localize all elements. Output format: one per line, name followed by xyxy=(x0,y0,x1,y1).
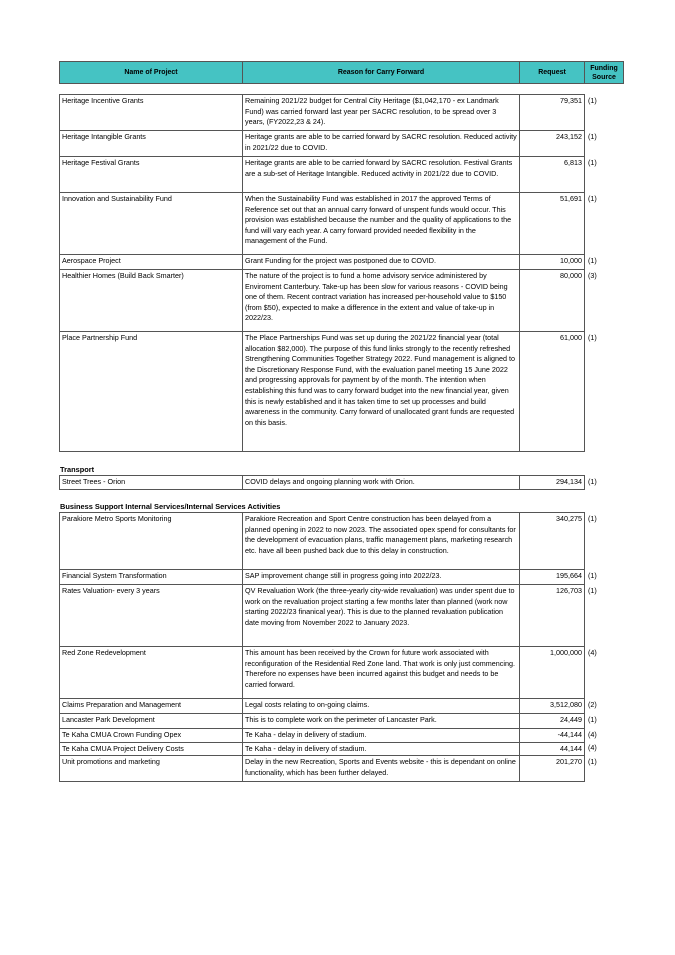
funding-source-cell: (1) xyxy=(588,255,597,265)
funding-source-cell: (1) xyxy=(588,157,597,167)
section-title-transport: Transport xyxy=(60,465,95,474)
table-row xyxy=(60,476,615,490)
table-row xyxy=(60,714,615,729)
reason-cell: Te Kaha - delay in delivery of stadium. xyxy=(243,742,520,756)
table-row xyxy=(60,647,615,699)
project-name-cell: Red Zone Redevelopment xyxy=(60,647,243,699)
request-cell: 126,703 xyxy=(520,585,585,647)
reason-cell: Grant Funding for the project was postponed due to COVID. xyxy=(243,255,520,270)
header-name-of-project: Name of Project xyxy=(60,62,243,84)
funding-source-cell: (1) xyxy=(588,714,597,724)
request-cell: 340,275 xyxy=(520,513,585,570)
reason-cell: This amount has been received by the Crown for future work associated with reconfiguration of the Residential Red Zone land. That work is only just commencing. Therefore no expenses have been incurred against this budget and needs to be carried forward. xyxy=(243,647,520,699)
project-name-cell: Claims Preparation and Management xyxy=(60,699,243,714)
request-cell: 294,134 xyxy=(520,476,585,490)
table-row xyxy=(60,585,615,647)
request-cell: 10,000 xyxy=(520,255,585,270)
request-cell: 243,152 xyxy=(520,131,585,157)
reason-cell: The Place Partnerships Fund was set up during the 2021/22 financial year (total allocation $82,000). The purpose of this fund links strongly to the recently refreshed Strengthening Communities Together Strategy 2022. Fund management is aligned to the Discretionary Response Fund, with the evaluation panel meeting 15 June 2022 and progressing approvals for payment by of the month. The intention when establishing this fund was to carry forward budget into the new financial year, given this is newly established and it has taken time to set up processes and build awareness in the community. Carry forward of unallocated grant funds are requested on this basis. xyxy=(243,332,520,452)
project-name-cell: Aerospace Project xyxy=(60,255,243,270)
grants-table xyxy=(59,94,615,452)
reason-cell: Remaining 2021/22 budget for Central City Heritage ($1,042,170 - ex Landmark Fund) was carried forward last year per SACRC resolution, to be spread over 3 years, (FY2022,23 & 24). xyxy=(243,95,520,131)
project-name-cell: Financial System Transformation xyxy=(60,570,243,585)
reason-cell: This is to complete work on the perimeter of Lancaster Park. xyxy=(243,714,520,729)
request-cell: -44,144 xyxy=(520,729,585,743)
reason-cell: Legal costs relating to on-going claims. xyxy=(243,699,520,714)
table-row xyxy=(60,131,615,157)
business-support-table xyxy=(59,512,615,782)
funding-source-cell: (4) xyxy=(588,729,597,739)
funding-source-cell: (1) xyxy=(588,570,597,580)
table-row xyxy=(60,570,615,585)
request-cell: 1,000,000 xyxy=(520,647,585,699)
header-reason: Reason for Carry Forward xyxy=(243,62,520,84)
reason-cell: The nature of the project is to fund a home advisory service administered by Enviroment Canterbury. Take-up has been slow for various reasons - COVID being one of them. Recent contract variation has increased per-household value to $150 (from $50), expected to make a difference in the extent and value of take-up in 2022/23. xyxy=(243,270,520,332)
section-title-business-support: Business Support Internal Services/Internal Services Activities xyxy=(60,502,281,511)
table-row xyxy=(60,157,615,193)
request-cell: 79,351 xyxy=(520,95,585,131)
request-cell: 201,270 xyxy=(520,756,585,782)
transport-table xyxy=(59,475,615,490)
funding-source-cell: (1) xyxy=(588,476,597,486)
funding-source-cell: (1) xyxy=(588,95,597,105)
funding-source-cell: (2) xyxy=(588,699,597,709)
table-row xyxy=(60,699,615,714)
project-name-cell: Healthier Homes (Build Back Smarter) xyxy=(60,270,243,332)
reason-cell: Te Kaha - delay in delivery of stadium. xyxy=(243,729,520,743)
reason-cell: COVID delays and ongoing planning work with Orion. xyxy=(243,476,520,490)
project-name-cell: Innovation and Sustainability Fund xyxy=(60,193,243,255)
table-row xyxy=(60,513,615,570)
funding-source-cell: (4) xyxy=(588,647,597,657)
project-name-cell: Rates Valuation- every 3 years xyxy=(60,585,243,647)
project-name-cell: Heritage Intangible Grants xyxy=(60,131,243,157)
funding-source-cell: (1) xyxy=(588,193,597,203)
project-name-cell: Place Partnership Fund xyxy=(60,332,243,452)
table-row xyxy=(60,95,615,131)
project-name-cell: Te Kaha CMUA Project Delivery Costs xyxy=(60,742,243,756)
project-name-cell: Heritage Incentive Grants xyxy=(60,95,243,131)
request-cell: 6,813 xyxy=(520,157,585,193)
request-cell: 24,449 xyxy=(520,714,585,729)
header-request: Request xyxy=(520,62,585,84)
request-cell: 51,691 xyxy=(520,193,585,255)
reason-cell: Delay in the new Recreation, Sports and Events website - this is dependant on online functionality, which has been further delayed. xyxy=(243,756,520,782)
funding-source-cell: (1) xyxy=(588,585,597,595)
funding-source-cell: (4) xyxy=(588,743,597,753)
funding-source-cell: (3) xyxy=(588,270,597,280)
reason-cell: Heritage grants are able to be carried forward by SACRC resolution. Reduced activity in 2021/22 due to COVID. xyxy=(243,131,520,157)
reason-cell: QV Revaluation Work (the three-yearly city-wide revaluation) was under spent due to work on the revaluation project starting a few months later than planned (work now starting 2022/23 finanical year). This is due to the planned revaluation publication date moving from November 2022 to January 2023. xyxy=(243,585,520,647)
reason-cell: Parakiore Recreation and Sport Centre construction has been delayed from a planned opening in 2022 to now 2023. The associated opex spend for consultants for the development of evacuation plans, traffic management plans, marketing research etc. have all been pushed back due to this delay in construction. xyxy=(243,513,520,570)
table-row xyxy=(60,270,615,332)
project-name-cell: Heritage Festival Grants xyxy=(60,157,243,193)
project-name-cell: Street Trees - Orion xyxy=(60,476,243,490)
request-cell: 44,144 xyxy=(520,742,585,756)
table-header xyxy=(59,61,624,84)
table-row xyxy=(60,332,615,452)
project-name-cell: Parakiore Metro Sports Monitoring xyxy=(60,513,243,570)
reason-cell: Heritage grants are able to be carried forward by SACRC resolution. Festival Grants are a sub-set of Heritage Intangible. Reduced activity in 2021/22 due to COVID. xyxy=(243,157,520,193)
request-cell: 195,664 xyxy=(520,570,585,585)
funding-source-cell: (1) xyxy=(588,756,597,766)
header-funding-source: Funding Source xyxy=(585,62,624,84)
funding-source-cell: (1) xyxy=(588,131,597,141)
funding-source-cell: (1) xyxy=(588,513,597,523)
table-row xyxy=(60,742,615,756)
project-name-cell: Te Kaha CMUA Crown Funding Opex xyxy=(60,729,243,743)
table-row xyxy=(60,193,615,255)
project-name-cell: Unit promotions and marketing xyxy=(60,756,243,782)
funding-source-cell: (1) xyxy=(588,332,597,342)
request-cell: 61,000 xyxy=(520,332,585,452)
request-cell: 3,512,080 xyxy=(520,699,585,714)
reason-cell: SAP improvement change still in progress going into 2022/23. xyxy=(243,570,520,585)
project-name-cell: Lancaster Park Development xyxy=(60,714,243,729)
table-row xyxy=(60,729,615,743)
reason-cell: When the Sustainability Fund was established in 2017 the approved Terms of Reference set out that an annual carry forward of unspent funds would occur. This provision was established because the number and the quality of applications to the fund will vary each year. A carry forward provided needed flexibility in the management of the Fund. xyxy=(243,193,520,255)
table-row xyxy=(60,255,615,270)
table-row xyxy=(60,756,615,782)
request-cell: 80,000 xyxy=(520,270,585,332)
